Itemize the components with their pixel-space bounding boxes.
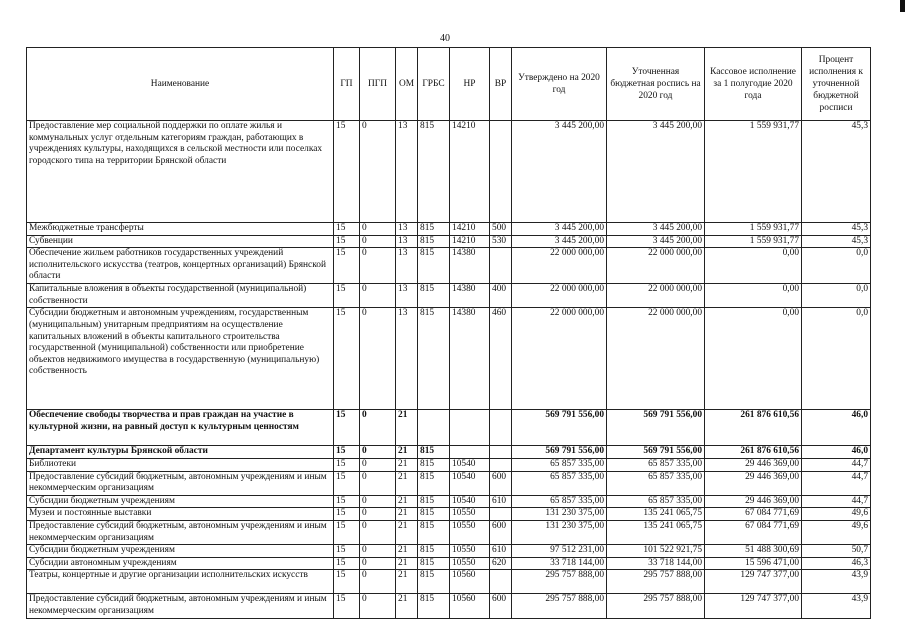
cell-grbs: 815 xyxy=(418,284,450,308)
cell-name: Театры, концертные и другие организации исполнительских искусств xyxy=(27,570,334,594)
page-number: 40 xyxy=(440,33,450,44)
cell-pgp: 0 xyxy=(360,471,396,495)
cell-name: Капитальные вложения в объекты государственной (муниципальной) собственности xyxy=(27,284,334,308)
header-percent: Процент исполнения к уточненной бюджетной росписи xyxy=(802,48,871,121)
header-grbs: ГРБС xyxy=(418,48,450,121)
cell-approved: 65 857 335,00 xyxy=(512,495,607,508)
cell-approved: 569 791 556,00 xyxy=(512,446,607,459)
cell-grbs: 815 xyxy=(418,471,450,495)
cell-nr: 14210 xyxy=(450,223,490,236)
cell-pgp: 0 xyxy=(360,121,396,223)
cell-refined: 3 445 200,00 xyxy=(607,121,705,223)
cell-percent: 49,6 xyxy=(802,508,871,521)
cell-approved: 97 512 231,00 xyxy=(512,545,607,558)
cell-nr: 10550 xyxy=(450,545,490,558)
cell-om: 21 xyxy=(396,508,418,521)
table-row xyxy=(27,545,871,558)
cell-gp: 15 xyxy=(334,594,360,618)
cell-approved: 22 000 000,00 xyxy=(512,308,607,410)
table-row xyxy=(27,520,871,544)
cell-nr: 10560 xyxy=(450,594,490,618)
cell-grbs: 815 xyxy=(418,570,450,594)
cell-vr: 530 xyxy=(490,235,512,248)
cell-name: Субсидии бюджетным учреждениям xyxy=(27,545,334,558)
cell-vr xyxy=(490,410,512,446)
cell-refined: 22 000 000,00 xyxy=(607,308,705,410)
cell-om: 21 xyxy=(396,520,418,544)
cell-refined: 101 522 921,75 xyxy=(607,545,705,558)
cell-om: 13 xyxy=(396,121,418,223)
cell-grbs xyxy=(418,410,450,446)
cell-name: Предоставление субсидий бюджетным, автономным учреждениям и иным некоммерческим организациям xyxy=(27,471,334,495)
cell-nr: 10540 xyxy=(450,471,490,495)
cell-approved: 33 718 144,00 xyxy=(512,557,607,570)
cell-refined: 295 757 888,00 xyxy=(607,570,705,594)
cell-name: Межбюджетные трансферты xyxy=(27,223,334,236)
cell-gp: 15 xyxy=(334,458,360,471)
cell-percent: 46,0 xyxy=(802,410,871,446)
cell-gp: 15 xyxy=(334,446,360,459)
cell-refined: 22 000 000,00 xyxy=(607,284,705,308)
cell-vr xyxy=(490,121,512,223)
cell-cash: 0,00 xyxy=(705,308,802,410)
cell-pgp: 0 xyxy=(360,446,396,459)
cell-grbs: 815 xyxy=(418,545,450,558)
cell-gp: 15 xyxy=(334,508,360,521)
cell-cash: 29 446 369,00 xyxy=(705,471,802,495)
cell-approved: 295 757 888,00 xyxy=(512,594,607,618)
table-row xyxy=(27,471,871,495)
cell-approved: 22 000 000,00 xyxy=(512,248,607,284)
table-row xyxy=(27,308,871,410)
cell-pgp: 0 xyxy=(360,508,396,521)
cell-vr xyxy=(490,570,512,594)
cell-vr: 600 xyxy=(490,594,512,618)
cell-refined: 65 857 335,00 xyxy=(607,471,705,495)
cell-grbs: 815 xyxy=(418,308,450,410)
cell-vr: 610 xyxy=(490,495,512,508)
cell-percent: 45,3 xyxy=(802,223,871,236)
cell-percent: 44,7 xyxy=(802,458,871,471)
cell-nr: 10550 xyxy=(450,557,490,570)
table-row xyxy=(27,594,871,618)
cell-grbs: 815 xyxy=(418,495,450,508)
cell-om: 13 xyxy=(396,308,418,410)
cell-grbs: 815 xyxy=(418,446,450,459)
table-row xyxy=(27,508,871,521)
cell-percent: 49,6 xyxy=(802,520,871,544)
cell-nr: 14380 xyxy=(450,308,490,410)
cell-grbs: 815 xyxy=(418,458,450,471)
cell-vr: 620 xyxy=(490,557,512,570)
cell-pgp: 0 xyxy=(360,495,396,508)
cell-grbs: 815 xyxy=(418,223,450,236)
cell-approved: 3 445 200,00 xyxy=(512,223,607,236)
cell-refined: 65 857 335,00 xyxy=(607,495,705,508)
header-vr: ВР xyxy=(490,48,512,121)
cell-refined: 3 445 200,00 xyxy=(607,235,705,248)
cell-gp: 15 xyxy=(334,495,360,508)
cell-gp: 15 xyxy=(334,248,360,284)
cell-cash: 29 446 369,00 xyxy=(705,495,802,508)
cell-grbs: 815 xyxy=(418,520,450,544)
cell-pgp: 0 xyxy=(360,520,396,544)
cell-pgp: 0 xyxy=(360,284,396,308)
cell-vr: 460 xyxy=(490,308,512,410)
cell-gp: 15 xyxy=(334,570,360,594)
cell-approved: 3 445 200,00 xyxy=(512,121,607,223)
header-name: Наименование xyxy=(27,48,334,121)
cell-grbs: 815 xyxy=(418,508,450,521)
cell-percent: 46,3 xyxy=(802,557,871,570)
cell-percent: 43,9 xyxy=(802,570,871,594)
cell-nr: 14380 xyxy=(450,284,490,308)
cell-om: 21 xyxy=(396,446,418,459)
cell-pgp: 0 xyxy=(360,248,396,284)
cell-percent: 0,0 xyxy=(802,248,871,284)
table-header-row xyxy=(27,48,871,121)
cell-percent: 44,7 xyxy=(802,471,871,495)
header-pgp: ПГП xyxy=(360,48,396,121)
cell-name: Обеспечение жильем работников государственных учреждений исполнительского искусства (театров, концертных организаций) Брянской области xyxy=(27,248,334,284)
cell-vr xyxy=(490,446,512,459)
cell-nr xyxy=(450,410,490,446)
scan-edge-mark xyxy=(900,0,905,12)
table-row xyxy=(27,446,871,459)
cell-vr xyxy=(490,458,512,471)
cell-gp: 15 xyxy=(334,223,360,236)
cell-om: 13 xyxy=(396,248,418,284)
cell-vr: 600 xyxy=(490,520,512,544)
header-om: ОМ xyxy=(396,48,418,121)
cell-gp: 15 xyxy=(334,235,360,248)
cell-approved: 3 445 200,00 xyxy=(512,235,607,248)
cell-approved: 65 857 335,00 xyxy=(512,458,607,471)
cell-grbs: 815 xyxy=(418,121,450,223)
table-row xyxy=(27,495,871,508)
cell-name: Обеспечение свободы творчества и прав граждан на участие в культурной жизни, на равный доступ к культурным ценностям xyxy=(27,410,334,446)
cell-cash: 29 446 369,00 xyxy=(705,458,802,471)
cell-gp: 15 xyxy=(334,410,360,446)
cell-nr: 14380 xyxy=(450,248,490,284)
cell-cash: 1 559 931,77 xyxy=(705,235,802,248)
cell-name: Субвенции xyxy=(27,235,334,248)
cell-cash: 261 876 610,56 xyxy=(705,410,802,446)
cell-cash: 67 084 771,69 xyxy=(705,508,802,521)
cell-approved: 295 757 888,00 xyxy=(512,570,607,594)
cell-pgp: 0 xyxy=(360,235,396,248)
cell-approved: 131 230 375,00 xyxy=(512,520,607,544)
cell-refined: 33 718 144,00 xyxy=(607,557,705,570)
cell-name: Предоставление субсидий бюджетным, автономным учреждениям и иным некоммерческим организациям xyxy=(27,520,334,544)
cell-pgp: 0 xyxy=(360,458,396,471)
cell-vr: 500 xyxy=(490,223,512,236)
cell-nr: 10540 xyxy=(450,458,490,471)
cell-approved: 131 230 375,00 xyxy=(512,508,607,521)
cell-om: 21 xyxy=(396,545,418,558)
cell-nr: 10540 xyxy=(450,495,490,508)
cell-name: Департамент культуры Брянской области xyxy=(27,446,334,459)
cell-om: 21 xyxy=(396,458,418,471)
header-refined: Уточненная бюджетная роспись на 2020 год xyxy=(607,48,705,121)
cell-om: 21 xyxy=(396,471,418,495)
table-row xyxy=(27,557,871,570)
cell-refined: 135 241 065,75 xyxy=(607,520,705,544)
cell-pgp: 0 xyxy=(360,308,396,410)
cell-percent: 0,0 xyxy=(802,308,871,410)
cell-name: Предоставление субсидий бюджетным, автономным учреждениям и иным некоммерческим организациям xyxy=(27,594,334,618)
header-nr: НР xyxy=(450,48,490,121)
cell-approved: 22 000 000,00 xyxy=(512,284,607,308)
cell-pgp: 0 xyxy=(360,594,396,618)
cell-pgp: 0 xyxy=(360,223,396,236)
cell-vr: 610 xyxy=(490,545,512,558)
cell-approved: 65 857 335,00 xyxy=(512,471,607,495)
table-row xyxy=(27,121,871,223)
cell-vr xyxy=(490,508,512,521)
cell-nr xyxy=(450,446,490,459)
cell-percent: 45,3 xyxy=(802,235,871,248)
cell-gp: 15 xyxy=(334,557,360,570)
cell-pgp: 0 xyxy=(360,570,396,594)
cell-nr: 10560 xyxy=(450,570,490,594)
cell-gp: 15 xyxy=(334,471,360,495)
cell-percent: 45,3 xyxy=(802,121,871,223)
table-row xyxy=(27,458,871,471)
table-row xyxy=(27,235,871,248)
cell-nr: 10550 xyxy=(450,520,490,544)
cell-refined: 22 000 000,00 xyxy=(607,248,705,284)
cell-gp: 15 xyxy=(334,520,360,544)
table-row xyxy=(27,410,871,446)
cell-refined: 569 791 556,00 xyxy=(607,446,705,459)
cell-vr: 400 xyxy=(490,284,512,308)
cell-cash: 51 488 300,69 xyxy=(705,545,802,558)
cell-refined: 295 757 888,00 xyxy=(607,594,705,618)
cell-nr: 14210 xyxy=(450,121,490,223)
cell-percent: 50,7 xyxy=(802,545,871,558)
budget-execution-table xyxy=(26,47,871,619)
cell-name: Субсидии автономным учреждениям xyxy=(27,557,334,570)
cell-om: 21 xyxy=(396,410,418,446)
header-cash: Кассовое исполнение за 1 полугодие 2020 года xyxy=(705,48,802,121)
cell-nr: 14210 xyxy=(450,235,490,248)
cell-refined: 65 857 335,00 xyxy=(607,458,705,471)
cell-vr xyxy=(490,248,512,284)
cell-gp: 15 xyxy=(334,308,360,410)
cell-percent: 46,0 xyxy=(802,446,871,459)
cell-nr: 10550 xyxy=(450,508,490,521)
cell-cash: 261 876 610,56 xyxy=(705,446,802,459)
cell-name: Предоставление мер социальной поддержки по оплате жилья и коммунальных услуг отдельным категориям граждан, работающих в учреждениях культуры, находящихся в сельской местности или поселках городского типа на территории Брянской области xyxy=(27,121,334,223)
cell-pgp: 0 xyxy=(360,410,396,446)
cell-cash: 129 747 377,00 xyxy=(705,570,802,594)
cell-grbs: 815 xyxy=(418,235,450,248)
cell-percent: 44,7 xyxy=(802,495,871,508)
cell-approved: 569 791 556,00 xyxy=(512,410,607,446)
cell-gp: 15 xyxy=(334,545,360,558)
cell-cash: 67 084 771,69 xyxy=(705,520,802,544)
cell-cash: 0,00 xyxy=(705,284,802,308)
cell-refined: 3 445 200,00 xyxy=(607,223,705,236)
cell-om: 21 xyxy=(396,570,418,594)
table-row xyxy=(27,248,871,284)
table-row xyxy=(27,223,871,236)
cell-cash: 15 596 471,00 xyxy=(705,557,802,570)
cell-gp: 15 xyxy=(334,284,360,308)
header-approved: Утверждено на 2020 год xyxy=(512,48,607,121)
cell-pgp: 0 xyxy=(360,557,396,570)
cell-om: 21 xyxy=(396,557,418,570)
cell-percent: 0,0 xyxy=(802,284,871,308)
cell-cash: 1 559 931,77 xyxy=(705,223,802,236)
cell-pgp: 0 xyxy=(360,545,396,558)
table-row xyxy=(27,284,871,308)
cell-name: Субсидии бюджетным учреждениям xyxy=(27,495,334,508)
cell-om: 21 xyxy=(396,594,418,618)
cell-om: 13 xyxy=(396,284,418,308)
cell-name: Музеи и постоянные выставки xyxy=(27,508,334,521)
cell-percent: 43,9 xyxy=(802,594,871,618)
table-row xyxy=(27,570,871,594)
cell-refined: 135 241 065,75 xyxy=(607,508,705,521)
cell-name: Субсидии бюджетным и автономным учреждениям, государственным (муниципальным) унитарным предприятиям на осуществление капитальных вложений в объекты капитального строительства государственной (муниципальной) собственности или приобретение объектов недвижимого имущества в государственную (муниципальную) собственность xyxy=(27,308,334,410)
header-gp: ГП xyxy=(334,48,360,121)
cell-om: 21 xyxy=(396,495,418,508)
cell-om: 13 xyxy=(396,223,418,236)
cell-om: 13 xyxy=(396,235,418,248)
cell-name: Библиотеки xyxy=(27,458,334,471)
cell-vr: 600 xyxy=(490,471,512,495)
cell-cash: 0,00 xyxy=(705,248,802,284)
table-body xyxy=(27,121,871,619)
cell-cash: 129 747 377,00 xyxy=(705,594,802,618)
cell-grbs: 815 xyxy=(418,248,450,284)
cell-grbs: 815 xyxy=(418,557,450,570)
cell-gp: 15 xyxy=(334,121,360,223)
cell-cash: 1 559 931,77 xyxy=(705,121,802,223)
cell-grbs: 815 xyxy=(418,594,450,618)
cell-refined: 569 791 556,00 xyxy=(607,410,705,446)
